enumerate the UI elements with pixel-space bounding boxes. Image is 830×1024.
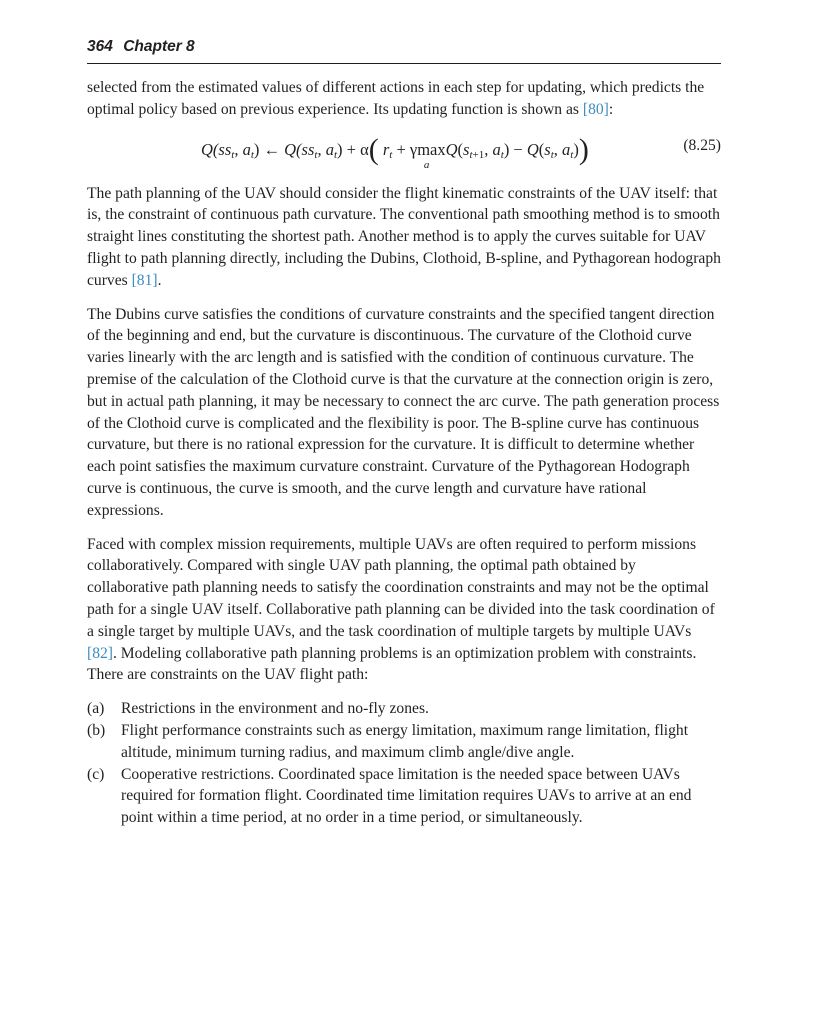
- paragraph-intro-text: selected from the estimated values of different actions in each step for updating, which predicts the optimal policy based on previous experience. Its updating function is shown as: [87, 79, 705, 118]
- paragraph-path-text: The path planning of the UAV should consider the flight kinematic constraints of the UAV itself: that is, the constraint of continuous path curvature. The conventional path smoothing method is to smooth straight lines constituting the shortest path. Another method is to apply the curves suitable for UAV flight to path planning directly, including the Dubins, Clothoid, B-spline, and Pythagorean hodograph curves: [87, 184, 721, 289]
- paragraph-path-tail: .: [157, 271, 162, 289]
- paragraph-intro-tail: :: [608, 100, 614, 118]
- paragraph-collab-text: Faced with complex mission requirements, multiple UAVs are often required to perform missions collaboratively. Compared with single UAV path planning, the optimal path obtained by collaborative path planning needs to satisfy the coordination constraints and may not be the optimal path for a single UAV itself. Collaborative path planning can be divided into the task coordination of a single target by multiple UAVs, and the task coordination of multiple targets by multiple UAVs: [87, 535, 715, 640]
- equation-rhs-q: Q(s: [284, 139, 308, 159]
- paragraph-collab-tail: . Modeling collaborative path planning problems is an optimization problem with constraints. There are constraints on the UAV flight path:: [87, 644, 697, 684]
- equation-number: (8.25): [683, 136, 721, 154]
- equation-max-term: [409, 139, 446, 171]
- citation-81[interactable]: [81]: [131, 271, 158, 289]
- list-item: [87, 698, 721, 720]
- running-header: [87, 38, 721, 64]
- citation-82[interactable]: [82]: [87, 644, 113, 662]
- citation-80[interactable]: [80]: [582, 100, 609, 118]
- list-item: [87, 720, 721, 764]
- list-item-text: Flight performance constraints such as energy limitation, maximum range limitation, flight altitude, minimum turning radius, and maximum climb angle/dive angle.: [121, 721, 689, 761]
- equation-alpha: α: [360, 139, 369, 159]
- equation-argmax-var: a: [423, 158, 430, 171]
- paragraph-collaborative: [87, 534, 721, 687]
- equation-gamma-max: γmax: [409, 139, 446, 159]
- constraint-list: [87, 698, 721, 829]
- list-marker: (b): [87, 721, 106, 739]
- list-item: [87, 764, 721, 829]
- list-marker: (c): [87, 765, 105, 783]
- equation-lhs: Q(s: [201, 139, 225, 159]
- equation-body: $Q(ss_t$, $a_t$) ← $Q(ss_t$, $a_t) + \alpha$( $r_t + \gamma\max$ a $Q(s_{t+1}$, $a_t) - Q(s_t$, $a_t$)): [201, 135, 589, 167]
- chapter-label: Chapter 8: [123, 38, 195, 55]
- paragraph-path-planning: [87, 183, 721, 292]
- page-body: [87, 77, 721, 829]
- equation-8-25: [87, 125, 721, 171]
- list-item-text: Cooperative restrictions. Coordinated space limitation is the needed space between UAVs required for formation flight. Coordinated time limitation requires UAVs to arrive at an end point within a time period, at no order in a time period, or simultaneously.: [121, 765, 692, 827]
- list-marker: (a): [87, 700, 105, 718]
- paragraph-intro: [87, 77, 721, 121]
- page-number: 364: [87, 38, 113, 55]
- list-item-text: Restrictions in the environment and no-fly zones.: [121, 700, 429, 718]
- paragraph-dubins: The Dubins curve satisfies the conditions of curvature constraints and the specified tangent direction of the beginning and end, but the curvature is discontinuous. The curvature of the Clothoid curve varies linearly with the arc length and is satisfied with the condition of continuous curvature. The premise of the calculation of the Clothoid curve is that the curvature at the connection origin is zero, but in actual path planning, it may be necessary to connect the arc curve. The path generation process of the Clothoid curve is complicated and the flexibility is poor. The B-spline curve has continuous curvature, but there is no rational expression for the curvature. It is difficult to determine whether each point satisfies the maximum curvature constraint. Curvature of the Pythagorean Hodograph curve is continuous, the curve is smooth, and the curve length and curvature have rational expressions.: [87, 305, 720, 519]
